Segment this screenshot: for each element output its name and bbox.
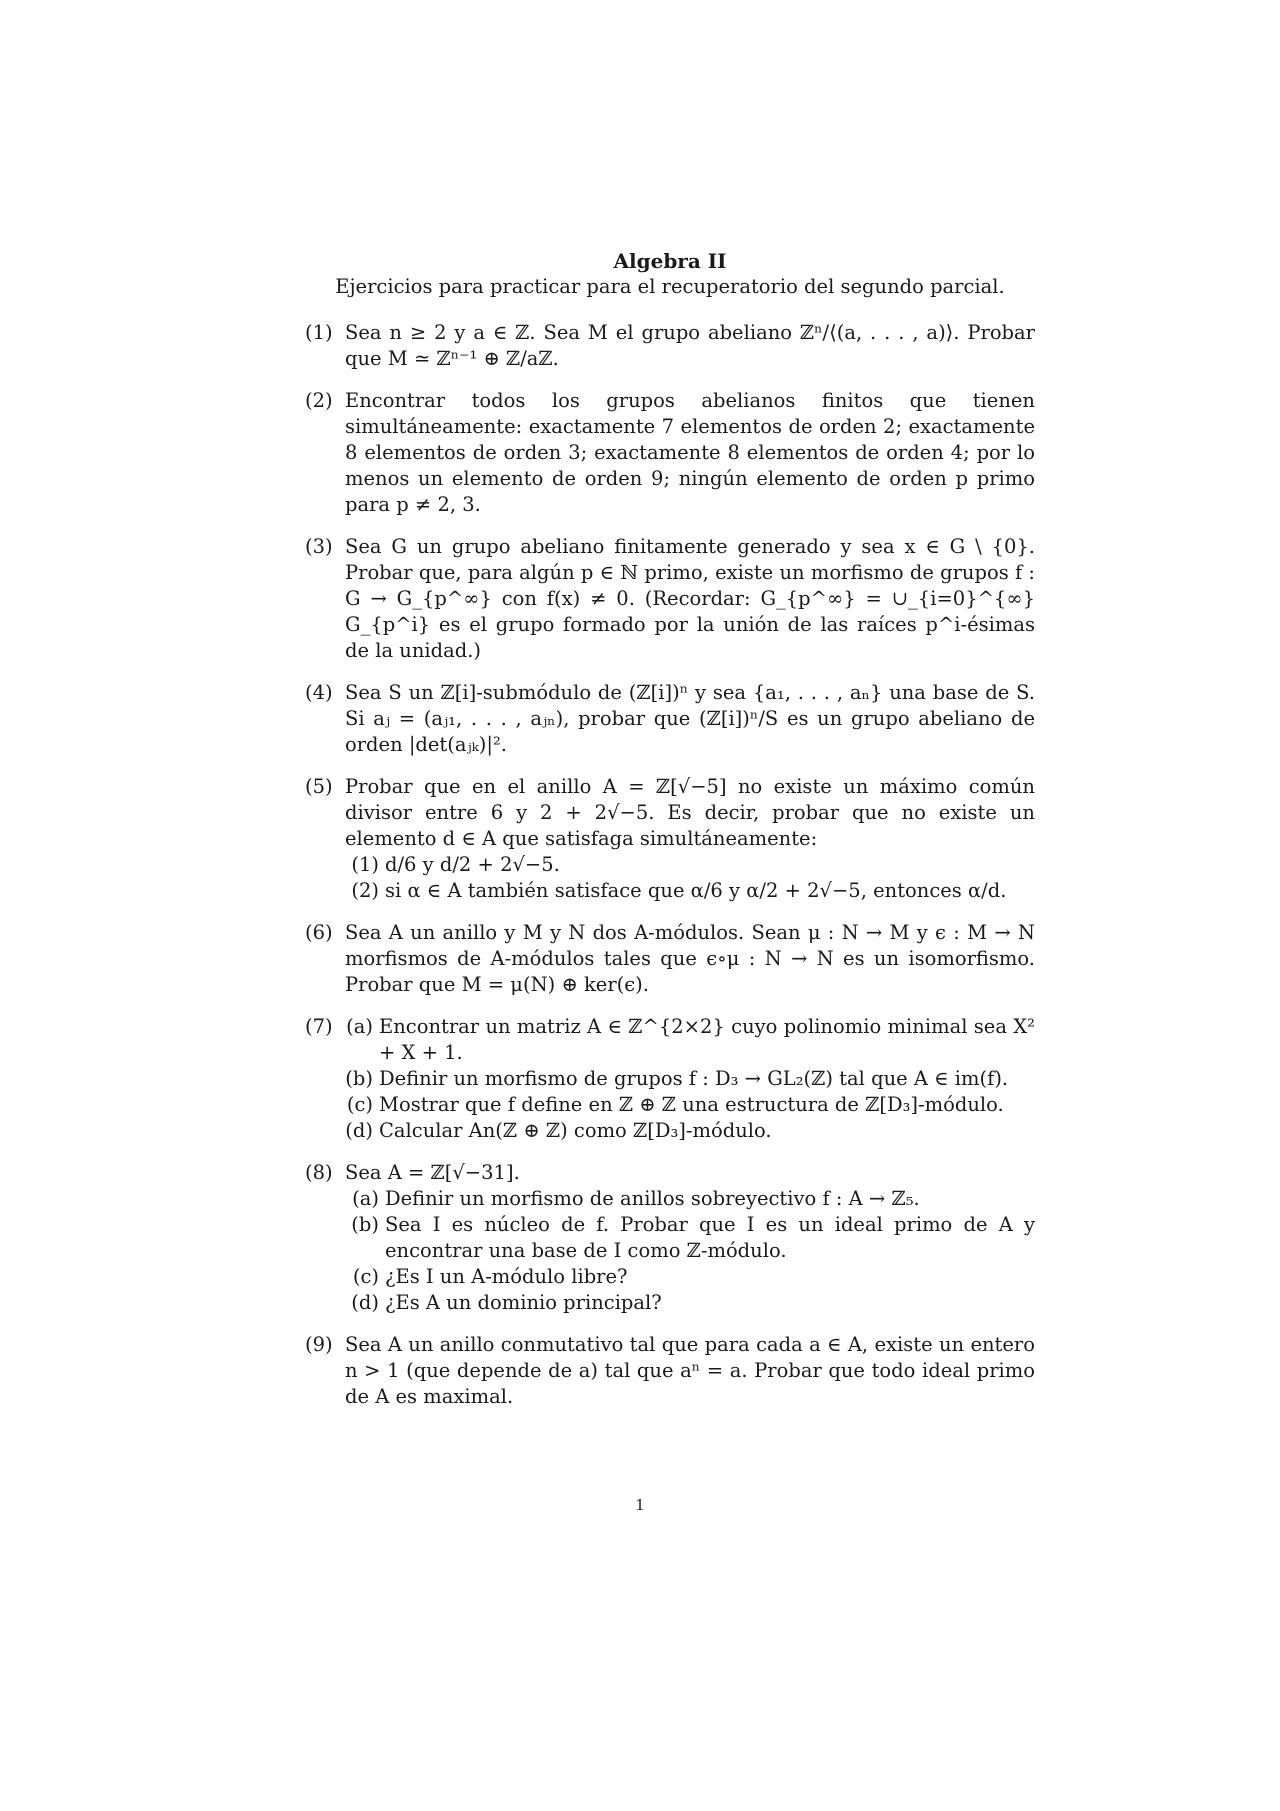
exercise-number: (3) <box>305 535 333 558</box>
exercise-text: Sea n ≥ 2 y a ∈ ℤ. Sea M el grupo abeliano ℤⁿ/⟨(a, . . . , a)⟩. Probar que M ≃ ℤⁿ⁻¹ ⊕ ℤ/aℤ. <box>345 321 1035 370</box>
exercise-item <box>305 1332 1035 1410</box>
exercise-text: Sea A = ℤ[√−31]. <box>345 1161 520 1184</box>
exercise-item <box>305 534 1035 664</box>
exercise-number: (9) <box>305 1333 333 1356</box>
exercise-body <box>345 1014 1035 1144</box>
exercise-text: Sea S un ℤ[i]-submódulo de (ℤ[i])ⁿ y sea {a₁, . . . , aₙ} una base de S. Si aⱼ = (aⱼ₁, . . . , aⱼₙ), probar que (ℤ[i])ⁿ/S es un grupo abeliano de orden |det(aⱼₖ)|². <box>345 681 1035 756</box>
exercise-number: (2) <box>305 389 333 412</box>
exercise-item <box>305 388 1035 518</box>
exercise-number: (4) <box>305 681 333 704</box>
exercise-body <box>345 920 1035 998</box>
exercise-body <box>345 1332 1035 1410</box>
exercise-number: (8) <box>305 1161 333 1184</box>
exercise-item <box>305 680 1035 758</box>
subitem-text: Encontrar un matriz A ∈ ℤ^{2×2} cuyo polinomio minimal sea X² + X + 1. <box>379 1015 1035 1064</box>
exercise-subitem <box>345 1264 1035 1290</box>
subitem-text: Sea I es núcleo de f. Probar que I es un ideal primo de A y encontrar una base de I como ℤ-módulo. <box>385 1213 1035 1262</box>
subitem-label: (b) <box>345 1067 373 1090</box>
exercise-subitem <box>339 1014 1035 1066</box>
exercise-number: (5) <box>305 775 333 798</box>
page-subtitle: Ejercicios para practicar para el recuperatorio del segundo parcial. <box>335 275 1005 298</box>
subitem-label: (c) <box>346 1093 373 1116</box>
exercise-item <box>305 774 1035 904</box>
subitem-text: ¿Es A un dominio principal? <box>385 1291 662 1314</box>
subitem-text: Calcular An(ℤ ⊕ ℤ) como ℤ[D₃]-módulo. <box>379 1119 772 1142</box>
exercise-body <box>345 534 1035 664</box>
subitem-label: (b) <box>351 1213 379 1236</box>
exercise-subitem <box>339 1092 1035 1118</box>
exercise-item <box>305 920 1035 998</box>
exercise-text: Sea A un anillo conmutativo tal que para cada a ∈ A, existe un entero n > 1 (que depende de a) tal que aⁿ = a. Probar que todo ideal primo de A es maximal. <box>345 1333 1035 1408</box>
exercise-subitem <box>339 1118 1035 1144</box>
subitem-text: Mostrar que f define en ℤ ⊕ ℤ una estructura de ℤ[D₃]-módulo. <box>379 1093 1004 1116</box>
exercise-text: Sea A un anillo y M y N dos A-módulos. Sean μ : N → M y ϵ : M → N morfismos de A-módulos tales que ϵ∘μ : N → N es un isomorfismo. Probar que M = μ(N) ⊕ ker(ϵ). <box>345 921 1035 996</box>
subitem-text: Definir un morfismo de anillos sobreyectivo f : A → ℤ₅. <box>385 1187 920 1210</box>
subitem-label: (a) <box>352 1187 379 1210</box>
exercise-text: Sea G un grupo abeliano finitamente generado y sea x ∈ G \ {0}. Probar que, para algún p ∈ ℕ primo, existe un morfismo de grupos f : G → G_{p^∞} con f(x) ≠ 0. (Recordar: G_{p^∞} = ∪_{i=0}^{∞} G_{p^i} es el grupo formado por la unión de las raíces p^i-ésimas de la unidad.) <box>345 535 1035 662</box>
exercise-body <box>345 388 1035 518</box>
exercise-number: (1) <box>305 321 333 344</box>
exercise-body <box>345 320 1035 372</box>
subitem-label: (1) <box>351 853 379 876</box>
subitem-text: Definir un morfismo de grupos f : D₃ → GL₂(ℤ) tal que A ∈ im(f). <box>379 1067 1009 1090</box>
page-number: 1 <box>635 1496 645 1514</box>
exercise-list <box>305 320 1035 1410</box>
exercise-body <box>345 1160 1035 1316</box>
exercise-text: Encontrar todos los grupos abelianos finitos que tienen simultáneamente: exactamente 7 elementos de orden 2; exactamente 8 elementos de orden 3; exactamente 8 elementos de orden 4; por lo menos un elemento de orden 9; ningún elemento de orden p primo para p ≠ 2, 3. <box>345 389 1035 516</box>
subitem-label: (a) <box>346 1015 373 1038</box>
page-title: Algebra II <box>613 249 727 273</box>
exercise-item <box>305 1160 1035 1316</box>
subitem-text: si α ∈ A también satisface que α/6 y α/2 + 2√−5, entonces α/d. <box>385 879 1007 902</box>
subitem-label: (d) <box>345 1119 373 1142</box>
exercise-body <box>345 680 1035 758</box>
document-page <box>305 248 1035 1426</box>
exercise-subitem <box>345 1186 1035 1212</box>
subitem-text: ¿Es I un A-módulo libre? <box>385 1265 628 1288</box>
exercise-number: (7) <box>305 1015 333 1038</box>
exercise-item <box>305 1014 1035 1144</box>
exercise-item <box>305 320 1035 372</box>
exercise-subitem <box>339 1066 1035 1092</box>
exercise-number: (6) <box>305 921 333 944</box>
exercise-subitem <box>345 878 1035 904</box>
subitem-label: (c) <box>352 1265 379 1288</box>
exercise-text: Probar que en el anillo A = ℤ[√−5] no existe un máximo común divisor entre 6 y 2 + 2√−5. Es decir, probar que no existe un elemento d ∈ A que satisfaga simultáneamente: <box>345 775 1035 850</box>
exercise-subitem <box>345 852 1035 878</box>
subitem-label: (2) <box>351 879 379 902</box>
exercise-body <box>345 774 1035 904</box>
subitem-label: (d) <box>351 1291 379 1314</box>
exercise-subitem <box>345 1290 1035 1316</box>
exercise-subitem <box>345 1212 1035 1264</box>
subitem-text: d/6 y d/2 + 2√−5. <box>385 853 560 876</box>
